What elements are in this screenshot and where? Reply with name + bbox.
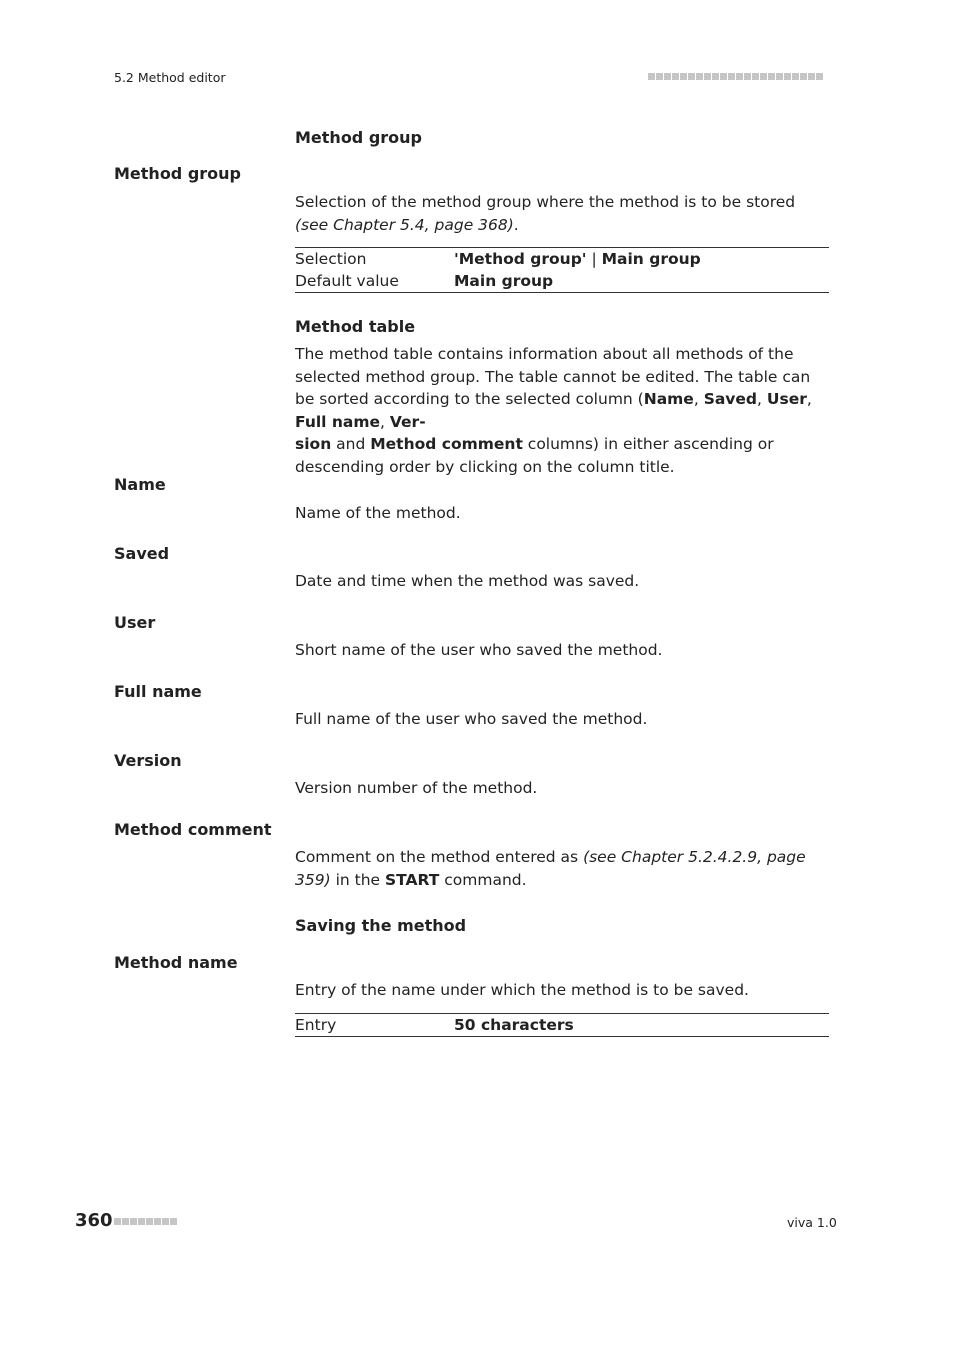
desc-text: Selection of the method group where the method is to be stored bbox=[295, 193, 796, 211]
field-label-user: User bbox=[114, 613, 156, 632]
method-group-description bbox=[295, 191, 829, 236]
field-desc-method-comment: Comment on the method entered as (see Chapter 5.2.4.2.9, page 359) in the START command. bbox=[295, 848, 806, 889]
section-title-method-table: Method table bbox=[295, 317, 416, 336]
field-label-full-name: Full name bbox=[114, 682, 202, 701]
param-label-method-name: Method name bbox=[114, 953, 238, 972]
param-row-entry bbox=[295, 1014, 829, 1036]
param-label-method-group: Method group bbox=[114, 164, 242, 183]
field-label-name: Name bbox=[114, 475, 166, 494]
param-key: Entry bbox=[295, 1016, 337, 1034]
field-desc-name: Name of the method. bbox=[295, 504, 461, 522]
param-row-default bbox=[295, 270, 829, 292]
section-title-saving: Saving the method bbox=[295, 916, 467, 935]
chapter-reference: (see Chapter 5.4, page 368) bbox=[295, 215, 514, 234]
field-desc-full-name: Full name of the user who saved the method. bbox=[295, 710, 648, 728]
param-key: Selection bbox=[295, 250, 367, 268]
param-key: Default value bbox=[295, 272, 399, 290]
product-name: viva 1.0 bbox=[787, 1215, 837, 1230]
running-header: 5.2 Method editor bbox=[114, 70, 226, 85]
field-desc-version: Version number of the method. bbox=[295, 779, 538, 797]
section-title-method-group: Method group bbox=[295, 128, 423, 147]
footer-decoration bbox=[114, 1218, 177, 1225]
method-group-param-table bbox=[295, 247, 829, 293]
param-value: 'Method group' | Main group bbox=[454, 250, 701, 268]
method-name-param-table bbox=[295, 1013, 829, 1037]
field-label-version: Version bbox=[114, 751, 182, 770]
header-decoration bbox=[648, 73, 823, 80]
method-table-description: The method table contains information about all methods of the selected method group. The table cannot be edited. The table can be sorted according to the selected column (Name, Saved, User, Full name, Ver- sion and Method comment columns) in either ascending or descending order by clicking on the column title. bbox=[295, 345, 812, 476]
field-desc-user: Short name of the user who saved the method. bbox=[295, 641, 663, 659]
field-label-saved: Saved bbox=[114, 544, 170, 563]
page-number: 360 bbox=[75, 1210, 113, 1231]
field-desc-saved: Date and time when the method was saved. bbox=[295, 572, 640, 590]
field-label-method-comment: Method comment bbox=[114, 820, 272, 839]
param-value: Main group bbox=[454, 272, 554, 290]
param-row-selection bbox=[295, 248, 829, 270]
method-name-description: Entry of the name under which the method is to be saved. bbox=[295, 981, 749, 999]
desc-end: . bbox=[513, 215, 519, 234]
chapter-reference: (see Chapter 5.2.4.2.9, page 359) bbox=[295, 848, 806, 889]
param-value: 50 characters bbox=[454, 1016, 574, 1034]
